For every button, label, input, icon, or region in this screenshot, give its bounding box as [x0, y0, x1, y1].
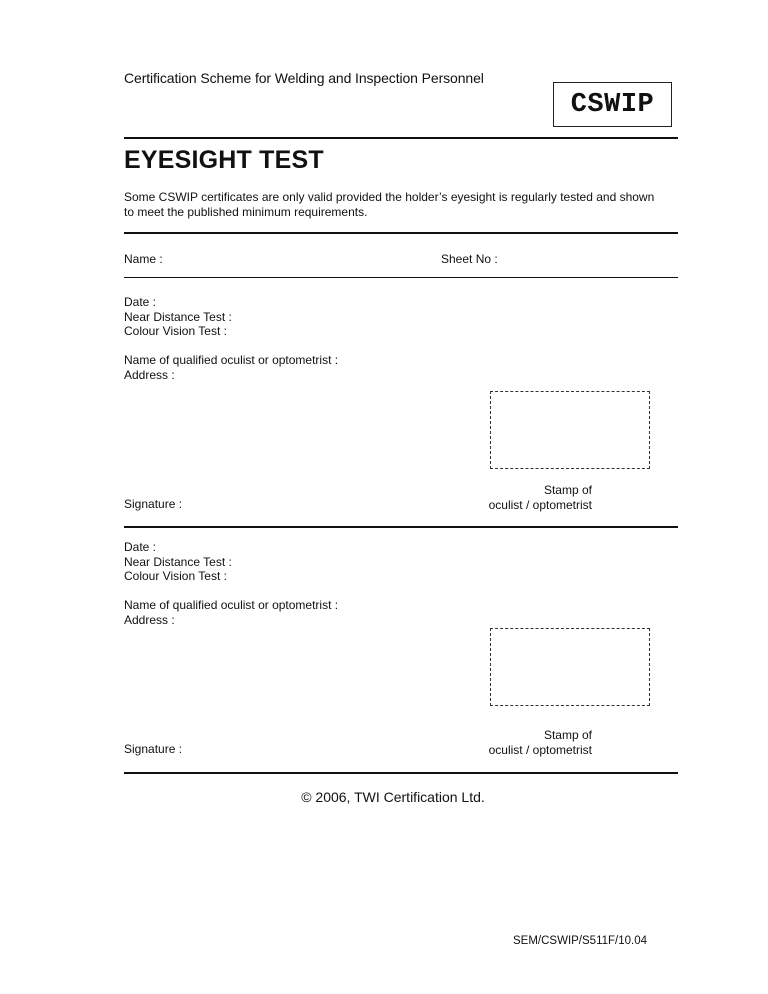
test2-oculist-name-label: Name of qualified oculist or optometrist : [124, 598, 339, 612]
test2-stamp-caption-line1: Stamp of [543, 728, 592, 742]
test2-stamp-caption [452, 728, 592, 757]
fields-divider [124, 277, 678, 278]
intro-divider [124, 232, 678, 234]
test2-oculist-block [124, 598, 338, 627]
name-label: Name : [124, 252, 163, 266]
logo-text: CSWIP [570, 89, 655, 120]
scheme-title: Certification Scheme for Welding and Inspection Personnel [124, 70, 484, 86]
test1-date-label: Date : [124, 295, 157, 309]
test2-address-label: Address : [124, 612, 175, 627]
header-divider [124, 137, 678, 139]
test1-block [124, 295, 232, 339]
test2-date-label: Date : [124, 540, 157, 554]
document-reference: SEM/CSWIP/S511F/10.04 [513, 935, 648, 947]
test1-colour-vision-label: Colour Vision Test : [124, 324, 227, 338]
intro-paragraph: Some CSWIP certificates are only valid provided the holder’s eyesight is regularly tested and shown to meet the published minimum requirements. [124, 190, 655, 219]
test-divider [124, 526, 678, 528]
copyright: © 2006, TWI Certification Ltd. [301, 789, 485, 805]
cswip-logo [553, 82, 672, 127]
test1-stamp-caption-line2: oculist / optometrist [488, 497, 592, 512]
test1-signature-label: Signature : [124, 497, 183, 511]
test1-stamp-box [490, 391, 650, 469]
test2-stamp-box [490, 628, 650, 706]
test1-oculist-block [124, 353, 338, 382]
test2-stamp-caption-line2: oculist / optometrist [488, 742, 592, 757]
page-title: EYESIGHT TEST [124, 146, 324, 174]
test1-stamp-caption-line1: Stamp of [543, 483, 592, 497]
test2-signature-label: Signature : [124, 742, 183, 756]
test2-near-distance-label: Near Distance Test : [124, 554, 232, 569]
footer-divider [124, 772, 678, 774]
test1-oculist-name-label: Name of qualified oculist or optometrist : [124, 353, 339, 367]
test1-stamp-caption [452, 483, 592, 512]
test1-address-label: Address : [124, 367, 175, 382]
test2-block [124, 540, 232, 584]
test2-colour-vision-label: Colour Vision Test : [124, 569, 227, 583]
test1-near-distance-label: Near Distance Test : [124, 309, 232, 324]
sheet-no-label: Sheet No : [441, 252, 498, 266]
